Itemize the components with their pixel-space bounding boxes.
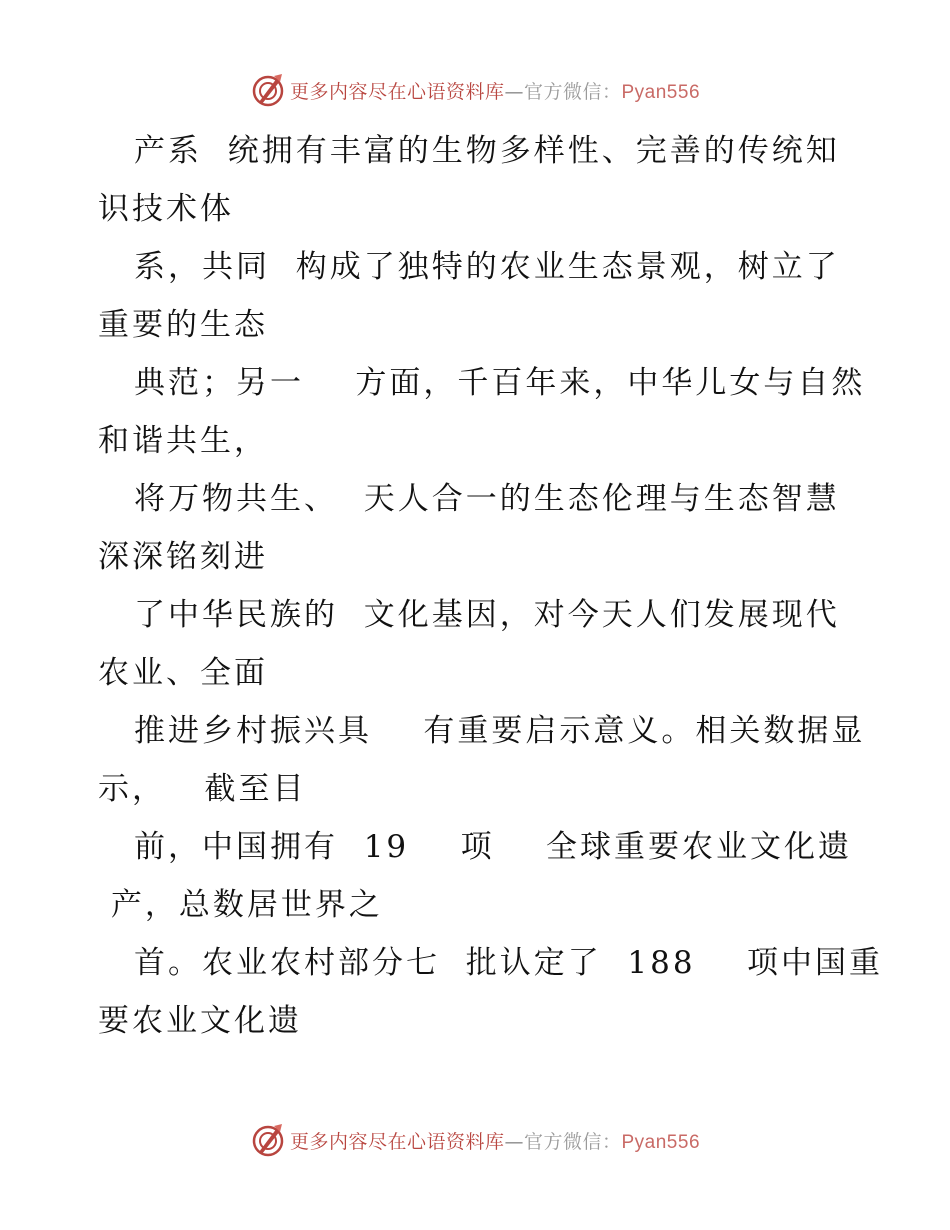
watermark-wechat-label: 官方微信： bbox=[523, 1130, 622, 1153]
logo-icon bbox=[250, 1122, 286, 1158]
logo-icon bbox=[250, 72, 286, 108]
header-watermark bbox=[0, 70, 950, 110]
watermark-text bbox=[290, 1127, 700, 1154]
watermark-wechat-id: Pyan556 bbox=[621, 81, 701, 103]
watermark-wechat-label: 官方微信： bbox=[523, 80, 622, 103]
watermark-main: 更多内容尽在心语资料库 bbox=[289, 80, 505, 103]
watermark-text bbox=[290, 77, 700, 104]
paragraph-line: 产系 统拥有丰富的生物多样性、完善的传统知 bbox=[134, 133, 840, 169]
document-body bbox=[98, 122, 883, 1050]
paragraph-line: 首。农业农村部分七 批认定了 188 项中国重 bbox=[134, 945, 883, 981]
paragraph bbox=[98, 702, 878, 818]
paragraph-line: 识技术体 bbox=[98, 191, 234, 227]
paragraph bbox=[98, 122, 878, 238]
paragraph-line: 示， 截至目 bbox=[98, 771, 307, 807]
paragraph-line: 前，中国拥有 19 项 全球重要农业文化遗 bbox=[134, 829, 852, 865]
watermark-main: 更多内容尽在心语资料库 bbox=[289, 1130, 505, 1153]
paragraph bbox=[98, 934, 883, 1050]
paragraph-line: 和谐共生， bbox=[98, 423, 268, 459]
paragraph bbox=[98, 354, 878, 470]
paragraph bbox=[98, 818, 878, 934]
paragraph bbox=[98, 470, 878, 586]
paragraph-line: 将万物共生、 天人合一的生态伦理与生态智慧 bbox=[134, 481, 840, 517]
paragraph-line: 系，共同 构成了独特的农业生态景观，树立了 bbox=[134, 249, 840, 285]
paragraph-line: 农业、全面 bbox=[98, 655, 268, 691]
watermark-dash: — bbox=[504, 80, 524, 103]
paragraph-line: 重要的生态 bbox=[98, 307, 268, 343]
paragraph-line: 了中华民族的 文化基因，对今天人们发展现代 bbox=[134, 597, 840, 633]
paragraph-line: 推进乡村振兴具 有重要启示意义。相关数据显 bbox=[134, 713, 866, 749]
paragraph-line: 产，总数居世界之 bbox=[98, 887, 383, 923]
paragraph-line: 深深铭刻进 bbox=[98, 539, 268, 575]
paragraph bbox=[98, 238, 878, 354]
paragraph-line: 典范；另一 方面，千百年来，中华儿女与自然 bbox=[134, 365, 866, 401]
watermark-dash: — bbox=[504, 1130, 524, 1153]
paragraph-line: 要农业文化遗 bbox=[98, 1003, 302, 1039]
watermark-wechat-id: Pyan556 bbox=[621, 1131, 701, 1153]
paragraph bbox=[98, 586, 878, 702]
footer-watermark bbox=[0, 1120, 950, 1160]
